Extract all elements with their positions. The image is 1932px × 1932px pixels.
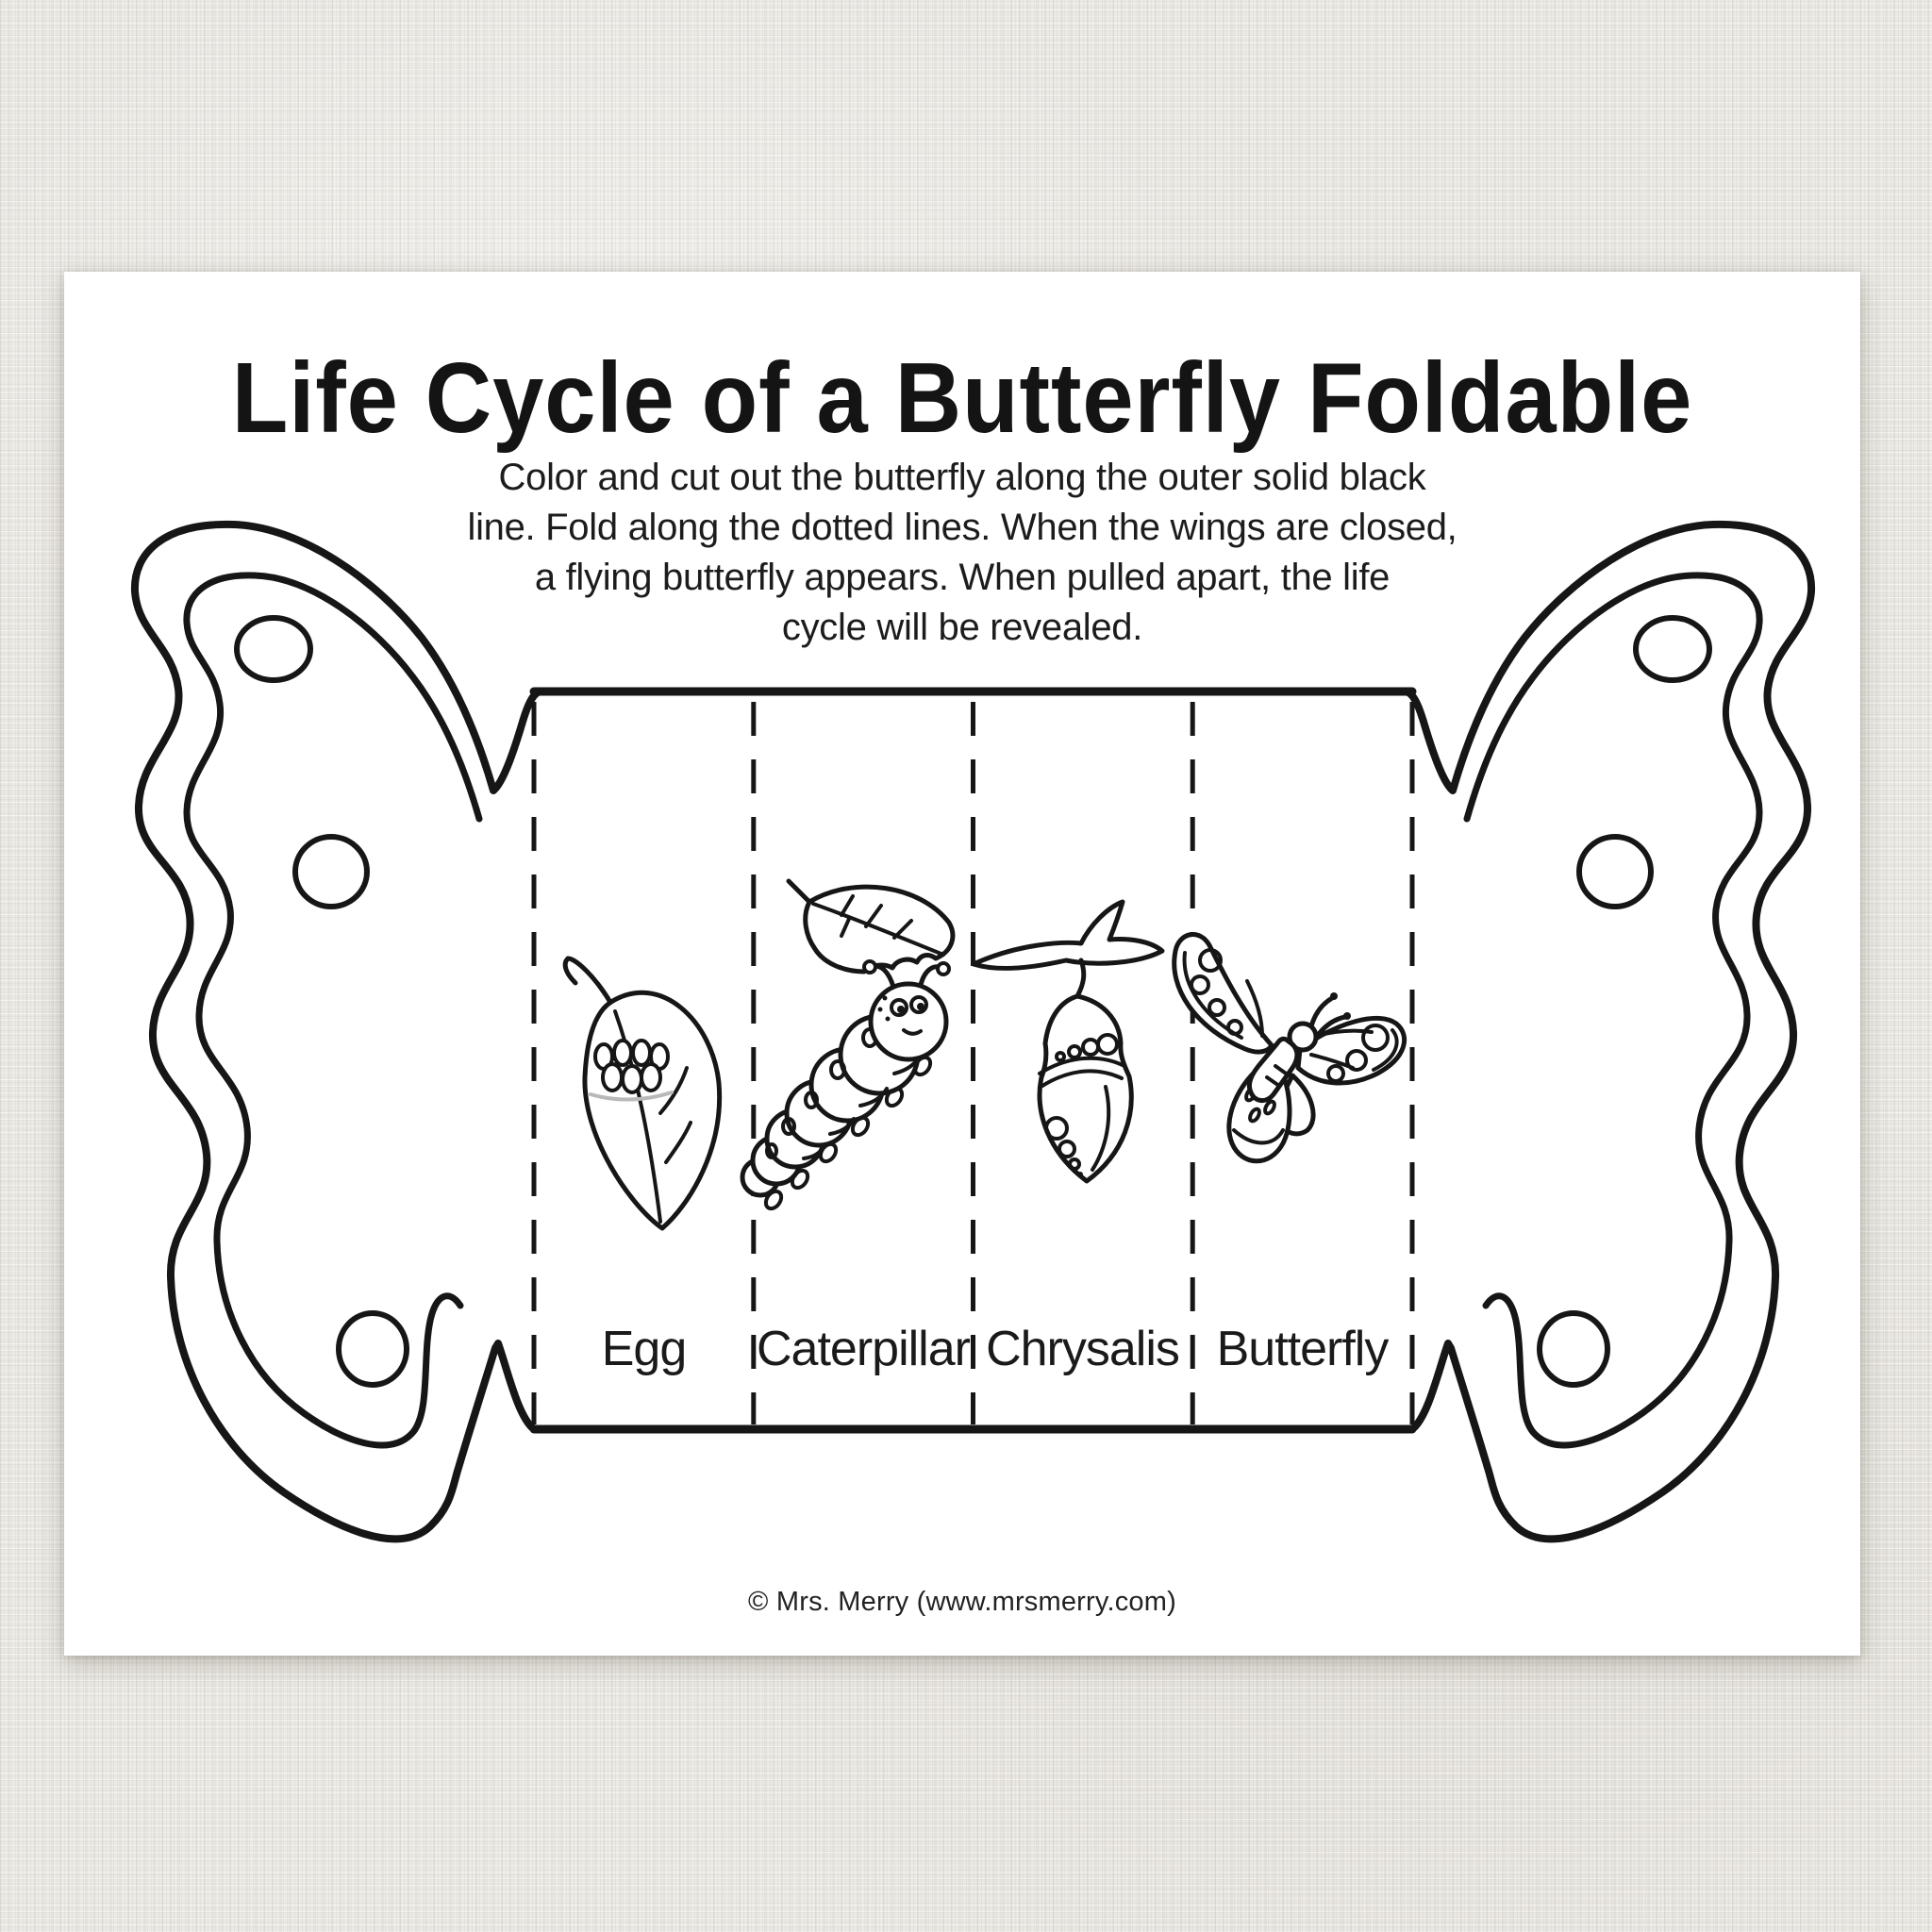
leaf-stem [789,881,809,902]
branch-outline [974,902,1162,968]
instructions-line: line. Fold along the dotted lines. When the wings are closed, [467,507,1457,548]
panel-label-chrysalis: Chrysalis [986,1322,1179,1376]
wing-spot [339,1313,407,1385]
leaf-stem [565,958,611,1004]
wing-spot [295,837,367,907]
leaf-outline [585,992,720,1228]
instructions-line: cycle will be revealed. [781,607,1143,648]
chrysalis-stem [1077,960,1084,996]
caterpillar-illustration [742,881,953,1211]
chrysalis-illustration [974,902,1162,1181]
butterfly-forewing-left [1174,935,1272,1053]
egg-cluster [595,1041,668,1092]
butterfly-illustration [1174,935,1405,1161]
panel-label-butterfly: Butterfly [1216,1322,1389,1376]
copyright-footer: © Mrs. Merry (www.mrsmerry.com) [748,1587,1176,1617]
wing-inner-contour-line [187,575,479,1445]
caterpillar-head [864,961,949,1059]
right-wing-outline [1405,525,1811,1539]
panel-label-caterpillar: Caterpillar [757,1322,970,1376]
page-title: Life Cycle of a Butterfly Foldable [231,342,1693,454]
instructions-line: Color and cut out the butterfly along the outer solid black [498,457,1426,498]
wing-spot [237,618,310,680]
instructions-line: a flying butterfly appears. When pulled apart, the life [534,557,1391,598]
egg-illustration [565,958,719,1228]
chrysalis-body [1040,996,1131,1181]
panel-label-egg: Egg [601,1322,687,1376]
wing-outer-cut-line [135,525,541,1539]
left-wing-outline [135,525,541,1539]
